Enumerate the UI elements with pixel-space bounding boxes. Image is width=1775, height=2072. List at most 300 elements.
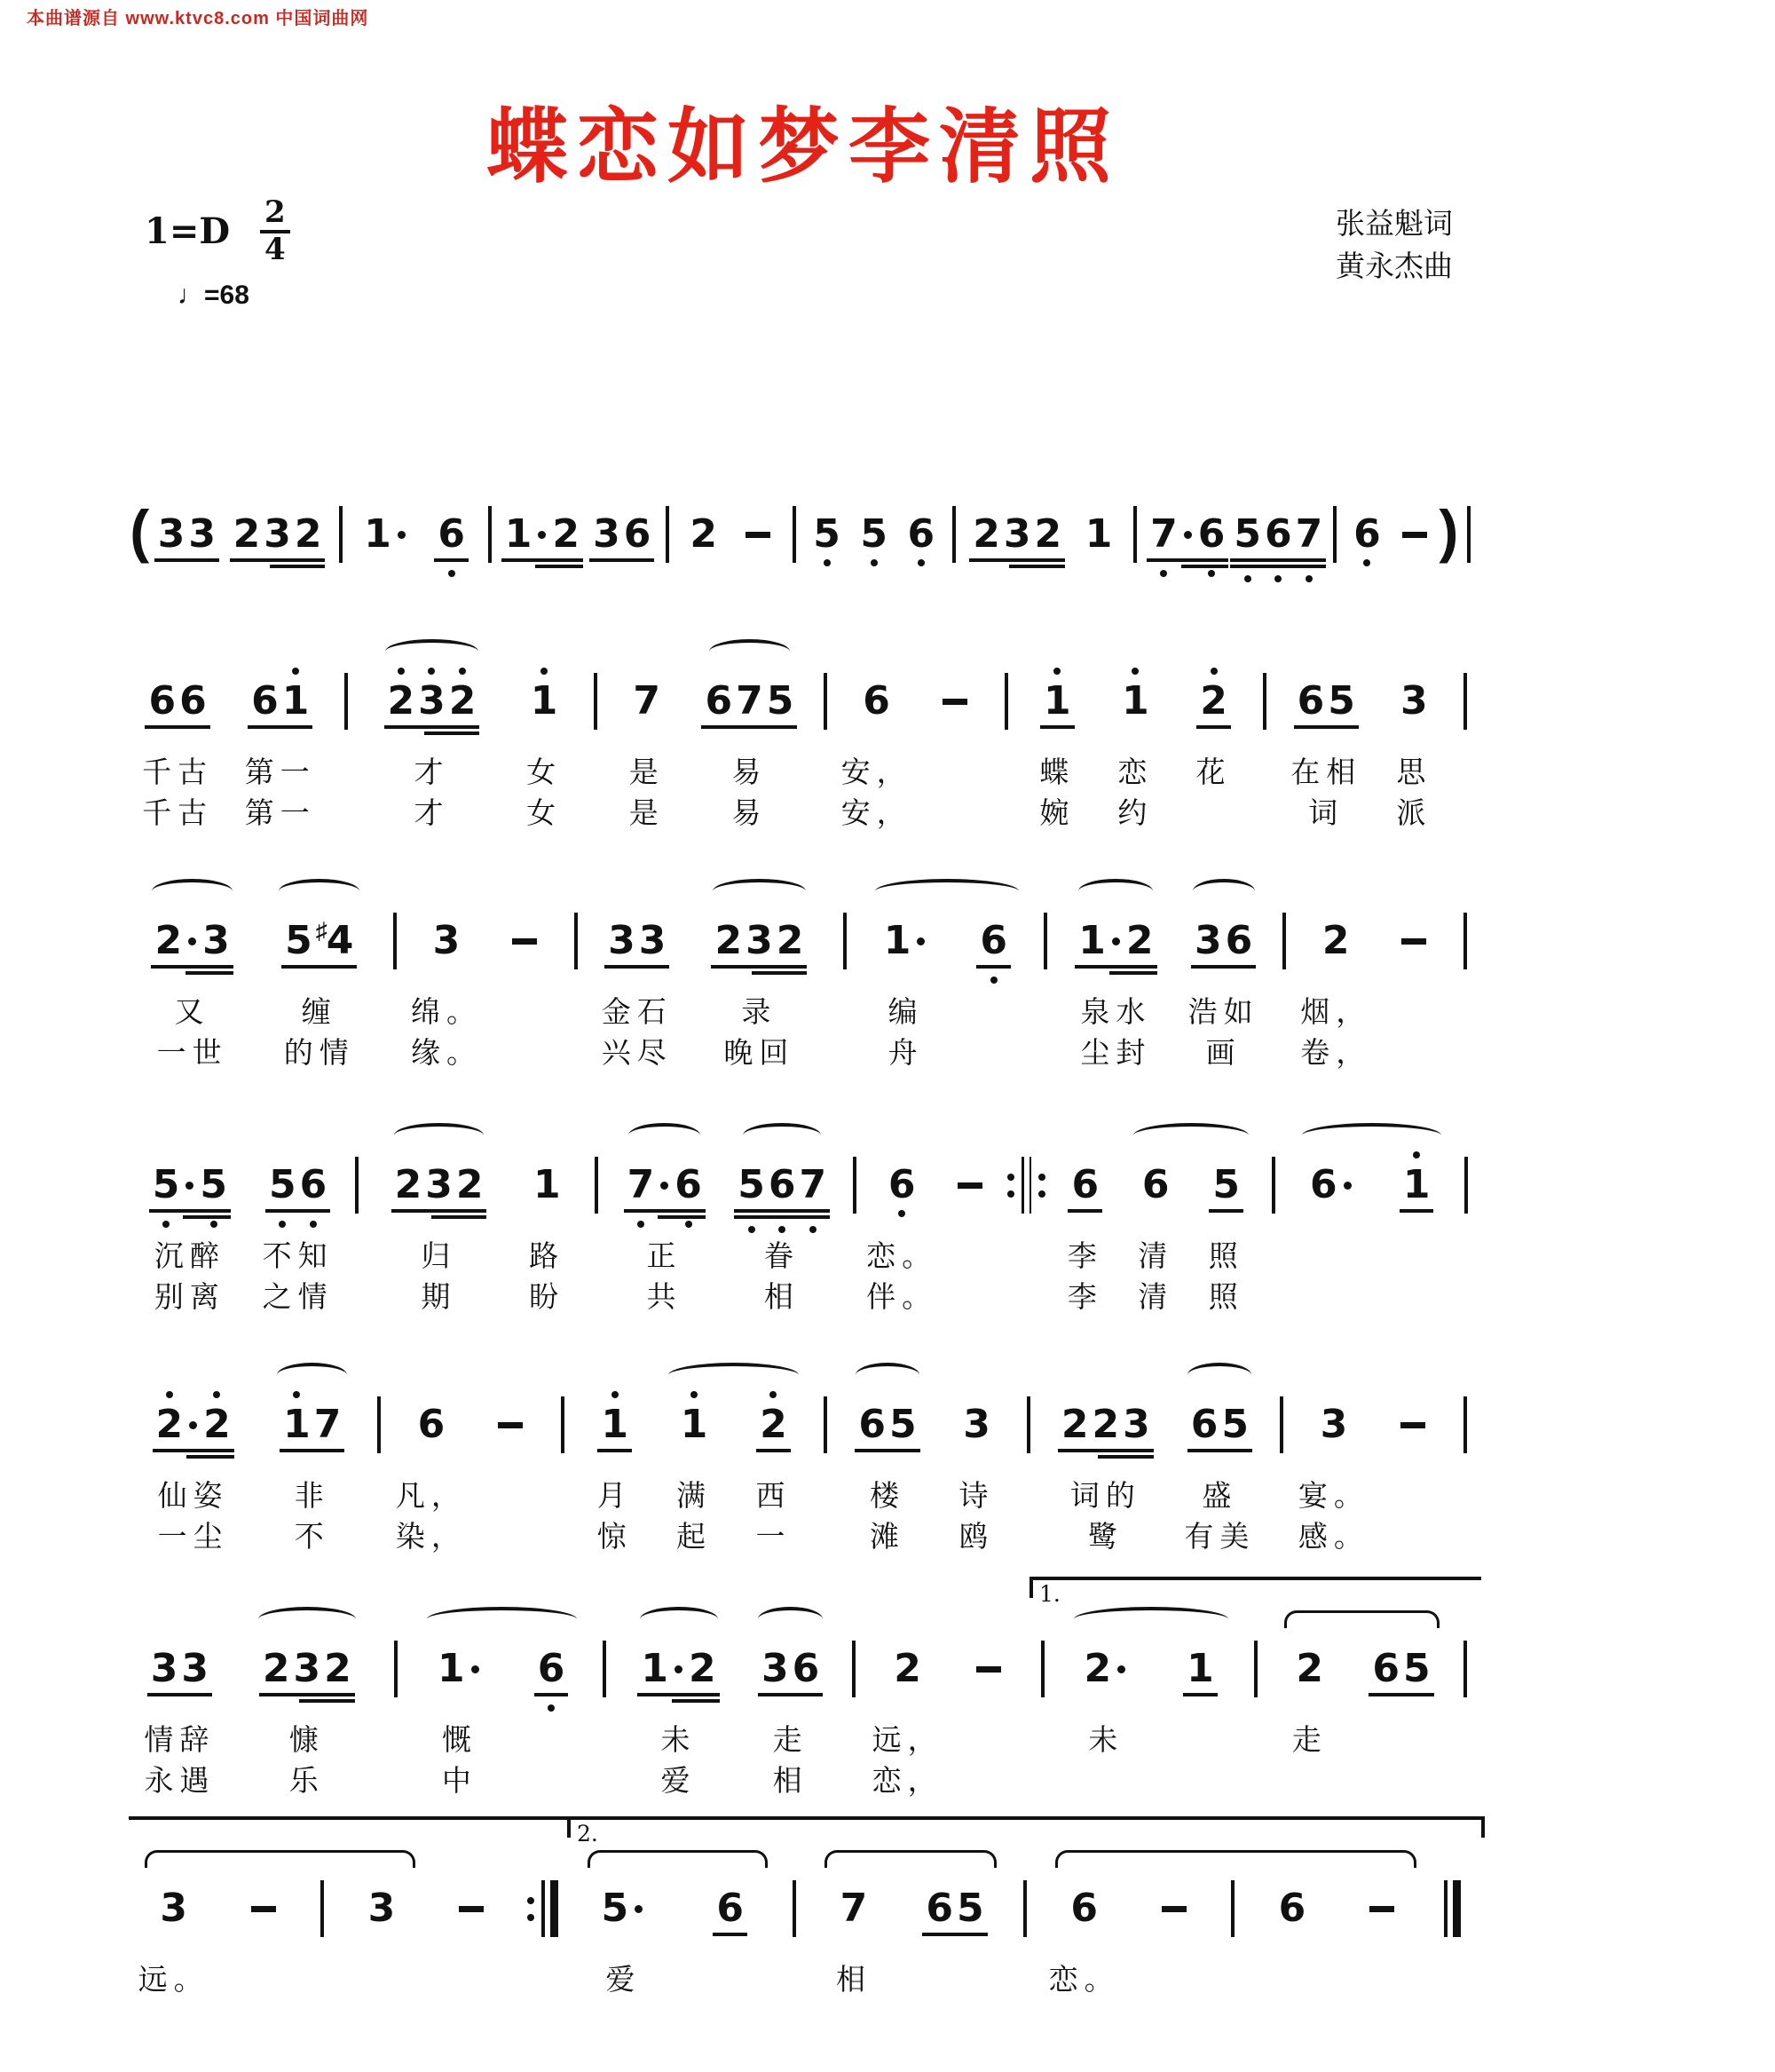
composer-credit: 黄永杰曲 xyxy=(1336,248,1453,283)
lyric-syllable: 仙姿 xyxy=(157,1477,229,1513)
note-digit: 1 xyxy=(1044,678,1071,724)
note-digit: 6 xyxy=(438,511,465,557)
note-char xyxy=(438,1646,465,1691)
lyric-syllable: 伴。 xyxy=(866,1278,938,1314)
note-digit: 6 xyxy=(888,1162,916,1207)
barline xyxy=(1453,673,1478,730)
note-char xyxy=(1122,678,1149,724)
octave-dot-high xyxy=(428,668,435,675)
note-digit: 1 xyxy=(1085,511,1113,557)
note-char xyxy=(283,1402,311,1447)
barline xyxy=(480,506,498,563)
note-digit: 7 xyxy=(1295,511,1323,557)
note-digit: 1 xyxy=(504,511,532,557)
note-char xyxy=(1190,1402,1219,1447)
barline xyxy=(1453,913,1478,969)
note-group xyxy=(1374,1422,1453,1428)
beam-underline-partial xyxy=(424,732,480,735)
note-char xyxy=(1234,511,1262,557)
barline xyxy=(383,913,407,969)
note-group xyxy=(654,1402,733,1447)
note-char xyxy=(1070,1886,1098,1931)
note-group xyxy=(1096,678,1174,724)
note-char xyxy=(1310,1162,1337,1207)
lyric-syllable: 相 xyxy=(763,1278,800,1314)
slur-arc xyxy=(713,879,807,904)
note-char xyxy=(1187,1646,1214,1691)
note-digit: 2 xyxy=(294,511,322,557)
sharp-icon: ♯ xyxy=(315,916,327,944)
note-char xyxy=(688,1646,716,1691)
barline xyxy=(785,506,803,563)
barline-stroke xyxy=(594,673,597,730)
note-group xyxy=(1277,678,1375,724)
lyrics-row xyxy=(129,1719,1478,1760)
note-glyph xyxy=(959,1402,994,1447)
note-char xyxy=(736,678,763,724)
beam-underline-partial xyxy=(1098,1455,1154,1459)
barline xyxy=(1269,1396,1294,1453)
notes-row xyxy=(129,1821,1478,1946)
notes-row xyxy=(129,497,1478,572)
note-group xyxy=(368,1162,509,1207)
lyric-syllable: 宴。 xyxy=(1298,1477,1369,1513)
slur-arc xyxy=(758,1607,824,1632)
note-digit: 6 xyxy=(1141,1162,1170,1207)
lyric-syllable: 李 xyxy=(1067,1278,1103,1314)
note-char xyxy=(248,1906,279,1912)
note-char xyxy=(200,1162,227,1207)
note-char xyxy=(367,1886,396,1931)
note-digit: 2 xyxy=(1321,918,1350,963)
beam-underline xyxy=(1058,1449,1154,1452)
note-glyph xyxy=(156,1886,191,1931)
lyric-syllable: 非 xyxy=(294,1477,330,1513)
note-char xyxy=(963,1402,990,1447)
lyric-syllable: 泉水 xyxy=(1080,993,1152,1029)
note-glyph xyxy=(686,511,721,557)
lyric-syllable: 照 xyxy=(1208,1278,1244,1314)
lyric-syllable: 舟 xyxy=(888,1034,924,1070)
barline-stroke xyxy=(574,913,578,969)
notes-row xyxy=(129,664,1478,739)
dot xyxy=(1038,1174,1045,1181)
note-char xyxy=(1123,1402,1150,1447)
note-group xyxy=(1375,678,1453,724)
note-digit: 6 xyxy=(1310,1162,1337,1207)
lyric-syllable: 安， xyxy=(840,795,912,830)
note-char xyxy=(907,511,935,557)
lyric-syllable: 婉 xyxy=(1039,795,1076,830)
barline-stroke xyxy=(1231,1880,1235,1937)
note-digit: 3 xyxy=(593,511,620,557)
note-char xyxy=(181,1646,209,1691)
duration-dash xyxy=(1400,1422,1425,1428)
barline-stroke xyxy=(824,1396,827,1453)
note-char xyxy=(285,918,312,963)
augmentation-dot xyxy=(674,1665,682,1673)
note-char xyxy=(324,1646,351,1691)
note-group xyxy=(838,1402,937,1447)
barline xyxy=(1273,913,1298,969)
note-char xyxy=(293,1646,321,1691)
note-char xyxy=(537,1646,565,1691)
note-glyph xyxy=(434,1646,485,1691)
note-digit: 2 xyxy=(1296,1646,1324,1691)
lyric-syllable: 走 xyxy=(772,1721,809,1757)
note-group xyxy=(471,1422,550,1428)
note-glyph xyxy=(1118,678,1153,724)
augmentation-dot xyxy=(185,1182,193,1190)
augmentation-dot xyxy=(538,531,546,539)
barline xyxy=(583,673,608,730)
note-group xyxy=(1175,918,1273,963)
augmentation-dot xyxy=(1184,531,1192,539)
barline xyxy=(944,506,962,563)
note-char xyxy=(940,699,970,705)
note-glyph xyxy=(245,1906,282,1912)
note-digit: 3 xyxy=(761,1646,789,1691)
note-char xyxy=(179,678,207,724)
note-char xyxy=(894,1646,921,1691)
octave-dot-low xyxy=(448,570,455,577)
note-digit: 6 xyxy=(179,678,207,724)
note-digit: 6 xyxy=(1197,511,1226,557)
beam-underline xyxy=(147,1693,212,1696)
note-glyph xyxy=(248,678,312,724)
note-digit: 2 xyxy=(714,918,743,963)
note-char xyxy=(840,1886,868,1931)
note-glyph xyxy=(734,1162,830,1207)
dot xyxy=(1038,1190,1045,1198)
octave-dot-high xyxy=(1053,668,1061,675)
note-glyph xyxy=(859,678,894,724)
lyric-syllable: 归 xyxy=(421,1238,457,1273)
note-digit: 7 xyxy=(313,1402,342,1447)
note-glyph xyxy=(1292,1646,1327,1691)
note-glyph xyxy=(890,1646,925,1691)
note-glyph xyxy=(1196,678,1231,724)
note-char xyxy=(1071,1162,1100,1207)
lyrics-row xyxy=(129,1032,1478,1072)
octave-dot-low xyxy=(824,559,831,566)
lyric-syllable: 李 xyxy=(1067,1238,1103,1273)
note-glyph xyxy=(1306,1162,1358,1207)
octave-dot-low xyxy=(871,559,878,566)
note-glyph xyxy=(1075,918,1156,963)
note-digit: 6 xyxy=(1353,511,1381,557)
note-group xyxy=(485,938,564,945)
beam-underline-partial xyxy=(1109,971,1157,975)
note-glyph xyxy=(951,1182,989,1189)
note-char xyxy=(1221,1402,1249,1447)
lyric-syllable: 第一 xyxy=(244,754,316,789)
octave-dot-low xyxy=(748,1226,755,1233)
note-glyph xyxy=(259,1646,355,1691)
note-glyph xyxy=(856,511,891,557)
note-digit: 5 xyxy=(285,918,312,963)
beam-underline xyxy=(758,1693,823,1696)
repeat-dots xyxy=(1038,1174,1045,1198)
note-group xyxy=(586,511,659,557)
note-group xyxy=(739,1646,841,1691)
note-glyph xyxy=(280,1402,344,1447)
note-group xyxy=(256,916,383,963)
note-digit: 5 xyxy=(1212,1162,1240,1207)
note-digit: 3 xyxy=(293,1646,321,1691)
note-digit: 1 xyxy=(364,511,391,557)
note-group xyxy=(686,678,813,724)
note-digit: 7 xyxy=(840,1886,868,1931)
note-group xyxy=(1041,1402,1170,1447)
repeat-end-barline xyxy=(517,1880,567,1937)
beam-underline xyxy=(1294,725,1359,729)
repeat-barline xyxy=(1003,1157,1050,1214)
note-glyph xyxy=(1147,511,1228,557)
lyric-syllable: 一 xyxy=(755,1518,792,1554)
note-group xyxy=(1157,1646,1244,1691)
note-glyph xyxy=(936,699,974,705)
octave-dot-low xyxy=(778,1226,785,1233)
note-digit: 3 xyxy=(264,511,291,557)
lyric-syllable: 乐 xyxy=(288,1762,325,1798)
barline-stroke xyxy=(1453,1880,1461,1937)
note-digit: 5 xyxy=(152,1162,180,1207)
barline-stroke xyxy=(1463,1396,1467,1453)
note-group xyxy=(407,918,485,963)
note-group xyxy=(916,699,994,705)
note-char xyxy=(1159,1906,1189,1912)
note-char xyxy=(152,1162,180,1207)
note-digit: 2 xyxy=(1200,678,1227,724)
note-digit: 2 xyxy=(387,678,415,724)
note-digit: 2 xyxy=(448,678,477,724)
note-char xyxy=(858,1402,886,1447)
augmentation-dot xyxy=(917,937,925,945)
beam-underline-partial xyxy=(185,971,233,975)
note-group xyxy=(734,1402,813,1447)
barline-stroke xyxy=(1044,913,1047,969)
note-char xyxy=(1078,918,1106,963)
score-content xyxy=(129,0,1478,2072)
octave-dot-high xyxy=(166,1391,173,1398)
lyric-syllable: 沉醉 xyxy=(154,1238,225,1273)
barline-stroke xyxy=(1463,673,1467,730)
note-digit: 6 xyxy=(537,1646,565,1691)
note-digit: 7 xyxy=(627,1162,655,1207)
note-digit: 3 xyxy=(160,1886,187,1931)
lyric-syllable: 词的 xyxy=(1069,1477,1141,1513)
note-digit: 2 xyxy=(973,511,1000,557)
beam-underline xyxy=(1187,1449,1252,1452)
note-glyph xyxy=(976,918,1011,963)
note-glyph xyxy=(1400,1162,1434,1207)
note-glyph xyxy=(1275,1886,1310,1931)
barline xyxy=(592,1641,618,1697)
lyric-syllable: 派 xyxy=(1396,795,1432,830)
tie-arc xyxy=(1055,1850,1416,1868)
slur-arc xyxy=(1074,1607,1229,1632)
augmentation-dot xyxy=(1344,1182,1352,1190)
beam-underline xyxy=(280,1449,344,1452)
barline xyxy=(781,1880,809,1937)
lyric-syllable: 情辞 xyxy=(144,1721,216,1757)
note-group xyxy=(129,678,226,724)
lyric-syllable: 兴尽 xyxy=(601,1034,673,1070)
note-digit: 3 xyxy=(1400,678,1428,724)
octave-dot-low xyxy=(1160,570,1167,577)
note-char xyxy=(299,1162,327,1207)
slur-arc xyxy=(1078,879,1153,904)
note-glyph xyxy=(1058,1402,1154,1447)
note-digit: 6 xyxy=(907,511,935,557)
lyric-syllable: 蝶 xyxy=(1039,754,1076,789)
note-char xyxy=(766,678,794,724)
octave-dot-low xyxy=(548,1704,555,1712)
note-char xyxy=(761,1646,789,1691)
augmentation-dot xyxy=(398,531,406,539)
note-digit: 1 xyxy=(1402,1162,1431,1207)
note-char xyxy=(601,1402,628,1447)
lyric-syllable: 远， xyxy=(872,1721,943,1757)
note-glyph xyxy=(1183,1646,1218,1691)
music-line xyxy=(129,1821,1478,1999)
note-digit: 3 xyxy=(367,1886,396,1931)
beam-underline xyxy=(281,965,357,969)
barline xyxy=(843,1157,866,1214)
barline-stroke xyxy=(320,1880,324,1937)
note-digit: 1 xyxy=(530,678,558,724)
note-group xyxy=(336,1886,426,1931)
note-glyph xyxy=(154,511,219,557)
note-digit: 1 xyxy=(438,1646,465,1691)
note-char xyxy=(552,511,580,557)
note-group xyxy=(359,678,505,724)
note-digit: 2 xyxy=(154,918,183,963)
lyric-syllable: 易 xyxy=(731,754,768,789)
volta-label: 1. xyxy=(1039,1581,1061,1607)
barline-stroke xyxy=(355,1157,359,1214)
note-char xyxy=(1265,511,1292,557)
barline-stroke xyxy=(1023,1880,1027,1937)
lyrics-row xyxy=(129,1475,1478,1515)
note-char xyxy=(387,678,415,724)
note-group xyxy=(1285,1162,1379,1207)
beam-underline-partial xyxy=(431,1215,487,1219)
lyric-syllable: 绵。 xyxy=(410,993,482,1029)
lyricist-credit: 张益魁词 xyxy=(1336,206,1453,241)
lyric-syllable: 路 xyxy=(529,1238,565,1273)
note-group xyxy=(1129,1906,1219,1912)
note-glyph xyxy=(969,511,1065,557)
volta-label: 2. xyxy=(577,1821,598,1847)
barline-stroke xyxy=(1005,673,1008,730)
note-glyph xyxy=(384,678,480,724)
beam-underline xyxy=(701,725,797,729)
note-group xyxy=(1191,1162,1261,1207)
song-title: 蝶恋如梦李清照 xyxy=(485,99,1120,194)
octave-dot-low xyxy=(279,1221,286,1228)
augmentation-dot xyxy=(635,1905,643,1913)
beam-underline xyxy=(734,1209,830,1213)
note-char xyxy=(1353,511,1381,557)
note-char xyxy=(1321,918,1350,963)
barline-stroke xyxy=(793,1880,796,1937)
note-char xyxy=(623,511,651,557)
lyric-syllable: 永遇 xyxy=(144,1762,216,1798)
beam-underline-partial xyxy=(535,565,583,568)
note-glyph xyxy=(1191,918,1256,963)
duration-dash xyxy=(958,1182,982,1189)
lyric-syllable: 慨 xyxy=(441,1721,477,1757)
note-group xyxy=(1057,918,1174,963)
note-char xyxy=(883,918,911,963)
note-digit: 5 xyxy=(1328,678,1355,724)
note-char xyxy=(627,1162,655,1207)
note-glyph xyxy=(677,1402,712,1447)
note-digit: 6 xyxy=(1265,511,1292,557)
lyric-syllable: 安， xyxy=(840,754,912,789)
octave-dot-high xyxy=(540,668,548,675)
duration-dash xyxy=(512,938,537,945)
note-group xyxy=(899,1886,1012,1931)
note-digit: 2 xyxy=(760,1402,787,1447)
note-group xyxy=(1071,511,1125,557)
note-char xyxy=(743,532,773,538)
lyric-syllable: 千古 xyxy=(142,754,214,789)
note-digit: 6 xyxy=(768,1162,796,1207)
note-char xyxy=(1399,938,1429,945)
note-digit: 5 xyxy=(813,511,840,557)
note-group xyxy=(1269,1646,1351,1691)
octave-dot-low xyxy=(1244,575,1251,582)
beam-underline-partial xyxy=(270,565,326,568)
note-char xyxy=(1320,1402,1348,1447)
note-group xyxy=(129,918,256,963)
beam-underline xyxy=(145,725,209,729)
augmentation-dot xyxy=(188,937,196,945)
note-glyph xyxy=(922,1886,987,1931)
barline-stroke xyxy=(1027,1396,1030,1453)
note-char xyxy=(188,511,216,557)
lyric-syllable: 诗 xyxy=(958,1477,995,1513)
note-digit: 6 xyxy=(1070,1886,1098,1931)
note-glyph xyxy=(1395,938,1432,945)
note-digit: 2 xyxy=(1034,511,1062,557)
note-digit: 2 xyxy=(155,1402,184,1447)
beam-underline xyxy=(501,558,583,562)
note-digit: 3 xyxy=(150,1646,178,1691)
barline-stroke xyxy=(1333,506,1337,563)
note-group xyxy=(251,1162,345,1207)
slur-arc xyxy=(743,1123,821,1148)
lyric-syllable: 慷 xyxy=(288,1721,325,1757)
beam-underline xyxy=(969,558,1065,562)
beam-underline xyxy=(391,1209,487,1213)
beam-underline xyxy=(976,965,1011,969)
note-group xyxy=(350,511,422,557)
lyric-syllable: 尘封 xyxy=(1080,1034,1152,1070)
key-label: 1=D xyxy=(145,210,231,253)
note-char xyxy=(601,1886,629,1931)
note-char xyxy=(888,1162,916,1207)
note-digit: 2 xyxy=(552,511,580,557)
note-group xyxy=(151,511,224,557)
tempo-marking: ♩=68 xyxy=(178,281,249,310)
note-char xyxy=(674,1162,702,1207)
note-char xyxy=(680,1402,708,1447)
barline-stroke xyxy=(550,1880,558,1937)
